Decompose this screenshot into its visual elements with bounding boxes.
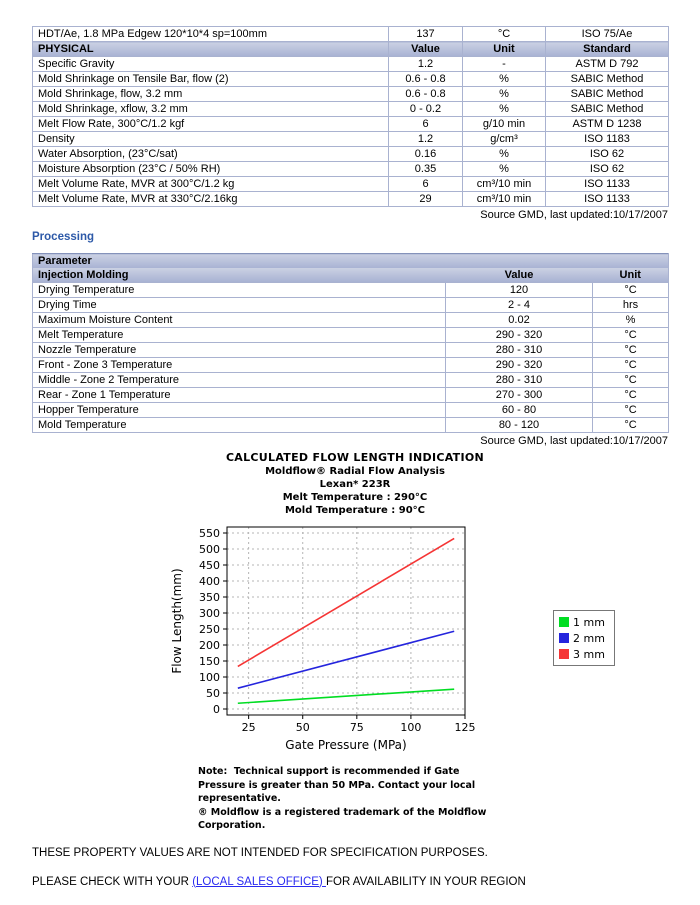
table-header-row (33, 42, 669, 57)
legend-label: 1 mm (573, 615, 605, 629)
standard-cell: ISO 1133 (546, 192, 669, 207)
unit-cell: °C (593, 418, 669, 433)
standard-cell: ISO 62 (546, 162, 669, 177)
property-cell: Mold Shrinkage on Tensile Bar, flow (2) (33, 72, 389, 87)
svg-text:75: 75 (349, 721, 364, 734)
value-cell: 290 - 320 (446, 328, 593, 343)
text-line: Pressure is greater than 50 MPa. Contact your local (198, 779, 476, 791)
value-cell: 1.2 (389, 132, 463, 147)
group-header-cell: Parameter (33, 254, 669, 269)
unit-cell: cm³/10 min (463, 192, 546, 207)
value-cell: 270 - 300 (446, 388, 593, 403)
text-line: Note: Technical support is recommended if Gate (198, 766, 460, 777)
svg-text:550: 550 (199, 527, 220, 540)
table-row (33, 328, 669, 343)
svg-text:Gate Pressure (MPa): Gate Pressure (MPa) (285, 738, 407, 752)
table-row (33, 87, 669, 102)
svg-text:50: 50 (206, 687, 220, 700)
property-cell: Middle - Zone 2 Temperature (33, 373, 446, 388)
value-cell: 290 - 320 (446, 358, 593, 373)
svg-text:450: 450 (199, 559, 220, 572)
svg-text:150: 150 (199, 655, 220, 668)
table-row (33, 192, 669, 207)
footer (32, 847, 668, 888)
legend-swatch-icon (559, 633, 569, 643)
table-row (33, 57, 669, 72)
legend-swatch-icon (559, 617, 569, 627)
property-cell: Maximum Moisture Content (33, 313, 446, 328)
unit-header-cell: Unit (463, 42, 546, 57)
chart-legend (553, 610, 615, 666)
availability-prefix: PLEASE CHECK WITH YOUR (32, 875, 193, 888)
standard-cell: ISO 75/Ae (546, 27, 669, 42)
text-line: Corporation. (198, 820, 266, 831)
chart-subtitles (165, 465, 545, 517)
local-sales-office-link[interactable]: (LOCAL SALES OFFICE) (192, 875, 326, 888)
legend-item (559, 630, 605, 646)
svg-text:100: 100 (199, 671, 220, 684)
unit-cell: cm³/10 min (463, 177, 546, 192)
text-line: Melt Temperature : 290°C (282, 492, 428, 503)
value-cell: 1.2 (389, 57, 463, 72)
section-header-cell: Injection Molding (33, 268, 446, 283)
value-cell: 0.6 - 0.8 (389, 72, 463, 87)
value-cell: 280 - 310 (446, 343, 593, 358)
standard-cell: ISO 1133 (546, 177, 669, 192)
table-row (33, 343, 669, 358)
svg-text:Flow Length(mm): Flow Length(mm) (170, 568, 184, 674)
availability-suffix: FOR AVAILABILITY IN YOUR REGION (325, 875, 526, 888)
value-cell: 2 - 4 (446, 298, 593, 313)
value-cell: 137 (389, 27, 463, 42)
processing-table (32, 253, 669, 433)
value-cell: 60 - 80 (446, 403, 593, 418)
svg-text:50: 50 (295, 721, 310, 734)
property-cell: Water Absorption, (23°C/sat) (33, 147, 389, 162)
svg-text:200: 200 (199, 639, 220, 652)
table-row (33, 373, 669, 388)
source-note: Source GMD, last updated:10/17/2007 (480, 209, 668, 221)
value-cell: 6 (389, 177, 463, 192)
value-cell: 0.6 - 0.8 (389, 87, 463, 102)
property-cell: Drying Temperature (33, 283, 446, 298)
property-cell: Hopper Temperature (33, 403, 446, 418)
legend-swatch-icon (559, 649, 569, 659)
property-cell: Mold Shrinkage, flow, 3.2 mm (33, 87, 389, 102)
property-cell: Rear - Zone 1 Temperature (33, 388, 446, 403)
value-cell: 0.16 (389, 147, 463, 162)
table-header-row (33, 268, 669, 283)
standard-header-cell: Standard (546, 42, 669, 57)
unit-cell: °C (593, 358, 669, 373)
standard-cell: ISO 1183 (546, 132, 669, 147)
unit-cell: °C (593, 328, 669, 343)
table-row (33, 162, 669, 177)
flow-chart-svg (165, 517, 545, 759)
legend-item (559, 646, 605, 662)
table-row (33, 358, 669, 373)
property-cell: Melt Temperature (33, 328, 446, 343)
property-cell: Mold Shrinkage, xflow, 3.2 mm (33, 102, 389, 117)
value-header-cell: Value (446, 268, 593, 283)
table-row (33, 132, 669, 147)
svg-text:0: 0 (213, 703, 220, 716)
chart-title: CALCULATED FLOW LENGTH INDICATION (225, 451, 485, 464)
text-line: Mold Temperature : 90°C (284, 505, 426, 516)
text-line: ® Moldflow is a registered trademark of the Moldflow (198, 806, 487, 818)
property-cell: Density (33, 132, 389, 147)
legend-label: 2 mm (573, 631, 605, 645)
unit-cell: hrs (593, 298, 669, 313)
processing-heading: Processing (32, 231, 94, 243)
svg-text:125: 125 (454, 721, 476, 734)
flow-length-chart (165, 451, 645, 833)
standard-cell: SABIC Method (546, 72, 669, 87)
disclaimer-text: THESE PROPERTY VALUES ARE NOT INTENDED FOR SPECIFICATION PURPOSES. (32, 846, 488, 859)
svg-text:500: 500 (199, 543, 220, 556)
chart-note (198, 765, 538, 833)
table-row (33, 313, 669, 328)
text-line: Moldflow® Radial Flow Analysis (265, 466, 445, 477)
table-row (33, 283, 669, 298)
text-line: Lexan* 223R (319, 479, 391, 490)
value-cell: 29 (389, 192, 463, 207)
unit-cell: °C (463, 27, 546, 42)
physical-properties-table (32, 26, 669, 207)
standard-cell: SABIC Method (546, 102, 669, 117)
table-row (33, 388, 669, 403)
text-line: representative. (198, 793, 281, 804)
chart-titles (165, 451, 545, 517)
svg-text:100: 100 (400, 721, 422, 734)
standard-cell: ASTM D 1238 (546, 117, 669, 132)
property-cell: Nozzle Temperature (33, 343, 446, 358)
standard-cell: ASTM D 792 (546, 57, 669, 72)
value-header-cell: Value (389, 42, 463, 57)
unit-header-cell: Unit (593, 268, 669, 283)
unit-cell: °C (593, 373, 669, 388)
table-row (33, 418, 669, 433)
property-cell: Moisture Absorption (23°C / 50% RH) (33, 162, 389, 177)
unit-cell: % (463, 162, 546, 177)
property-cell: Mold Temperature (33, 418, 446, 433)
table-row (33, 177, 669, 192)
table-row (33, 117, 669, 132)
svg-text:250: 250 (199, 623, 220, 636)
table-group-header-row (33, 254, 669, 269)
unit-cell: °C (593, 343, 669, 358)
svg-text:300: 300 (199, 607, 220, 620)
property-cell: Melt Volume Rate, MVR at 330°C/2.16kg (33, 192, 389, 207)
source-note: Source GMD, last updated:10/17/2007 (480, 435, 668, 447)
unit-cell: % (463, 147, 546, 162)
unit-cell: - (463, 57, 546, 72)
table-row (33, 102, 669, 117)
unit-cell: % (463, 72, 546, 87)
table-row (33, 27, 669, 42)
unit-cell: % (463, 87, 546, 102)
property-cell: Front - Zone 3 Temperature (33, 358, 446, 373)
svg-text:25: 25 (241, 721, 256, 734)
table-row (33, 147, 669, 162)
unit-cell: g/cm³ (463, 132, 546, 147)
value-cell: 80 - 120 (446, 418, 593, 433)
unit-cell: % (593, 313, 669, 328)
availability-text (32, 876, 668, 888)
property-cell: Melt Volume Rate, MVR at 300°C/1.2 kg (33, 177, 389, 192)
unit-cell: °C (593, 403, 669, 418)
property-cell: Drying Time (33, 298, 446, 313)
unit-cell: °C (593, 388, 669, 403)
standard-cell: SABIC Method (546, 87, 669, 102)
unit-cell: g/10 min (463, 117, 546, 132)
property-cell: HDT/Ae, 1.8 MPa Edgew 120*10*4 sp=100mm (33, 27, 389, 42)
value-cell: 6 (389, 117, 463, 132)
svg-text:400: 400 (199, 575, 220, 588)
value-cell: 0 - 0.2 (389, 102, 463, 117)
value-cell: 120 (446, 283, 593, 298)
unit-cell: % (463, 102, 546, 117)
table-row (33, 298, 669, 313)
table-row (33, 403, 669, 418)
standard-cell: ISO 62 (546, 147, 669, 162)
legend-label: 3 mm (573, 647, 605, 661)
value-cell: 0.02 (446, 313, 593, 328)
property-cell: Specific Gravity (33, 57, 389, 72)
svg-text:350: 350 (199, 591, 220, 604)
table-row (33, 72, 669, 87)
legend-item (559, 614, 605, 630)
property-cell: Melt Flow Rate, 300°C/1.2 kgf (33, 117, 389, 132)
value-cell: 280 - 310 (446, 373, 593, 388)
unit-cell: °C (593, 283, 669, 298)
value-cell: 0.35 (389, 162, 463, 177)
section-header-cell: PHYSICAL (33, 42, 389, 57)
